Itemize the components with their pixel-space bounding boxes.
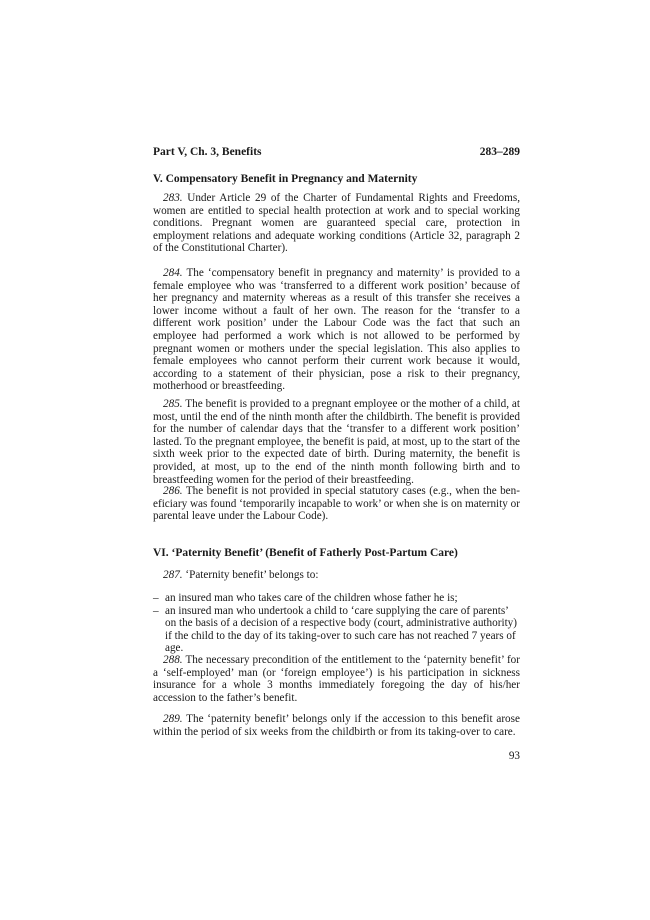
paragraph-285	[153, 398, 520, 486]
paragraph-number: 284.	[163, 267, 183, 279]
running-head-chapter: Part V, Ch. 3, Benefits	[153, 146, 262, 158]
page-number: 93	[508, 750, 520, 762]
paragraph-text: ‘Paternity benefit’ belongs to:	[185, 569, 319, 581]
paragraph-text: The benefit is provided to a pregnant employee or the mother of a child, at most, until the end of the ninth month after the childbirth. The benefit is provided for the number of calendar days that the ‘transfer to a different work position’ lasted. To the pregnant employee, the benefit is paid, at most, up to the start of the sixth week prior to the expected date of birth. During maternity, the benefit is provided, at most, up to the end of the ninth month following birth and to breastfeeding women for the period of their breastfeeding.	[153, 398, 520, 486]
paragraph-289	[153, 713, 520, 738]
paragraph-287	[153, 569, 520, 582]
paragraph-number: 289.	[163, 713, 183, 725]
paragraph-text: The ‘paternity benefit’ belongs only if the accession to this benefit arose within the period of six weeks from the childbirth or from its taking-over to care.	[153, 713, 520, 738]
paragraph-text: The benefit is not provided in special statutory cases (e.g., when the beneficiary was found ‘temporarily incapable to work’ or when she is on maternity or parental leave under the Labour Code).	[153, 485, 520, 523]
section-heading-v: V. Compensatory Benefit in Pregnancy and Maternity	[153, 173, 418, 185]
list-dash: –	[153, 592, 159, 604]
paragraph-text: The necessary precondition of the entitlement to the ‘paternity benefit’ for a ‘self-employed’ man (or ‘foreign employee’) is his participation in sickness insurance for a whole 3 months immediately foregoing the day of his/her accession to the father’s benefit.	[153, 654, 520, 704]
paragraph-number: 288.	[163, 654, 183, 666]
list-item-text: an insured man who undertook a child to ‘care supplying the care of parents’ on the basis of a decision of a respective body (court, administrative authority) if the child to the day of its taking-over to such care has not reached 7 years of age.	[165, 604, 517, 655]
paragraph-284	[153, 267, 520, 393]
paragraph-286	[153, 485, 520, 523]
paragraph-number: 287.	[163, 569, 183, 581]
paragraph-283	[153, 192, 520, 255]
running-head-paragraph-range: 283–289	[479, 146, 520, 158]
paragraph-number: 286.	[163, 485, 183, 497]
paragraph-288	[153, 654, 520, 704]
paragraph-text: Under Article 29 of the Charter of Fundamental Rights and Freedoms, women are entitled to special health protection at work and to special working conditions. Pregnant women are guaranteed special care, protection in employment relations and adequate working conditions (Article 32, paragraph 2 of the Constitutional Charter).	[153, 192, 520, 255]
paragraph-text: The ‘compensatory benefit in pregnancy and maternity’ is provided to a female employee who was ‘transferred to a different work position’ because of her pregnancy and maternity whereas as a result of this transfer she receives a lower income without a fault of her own. The reason for the ‘transfer to a different work position’ under the Labour Code was the fact that such an employee had performed a work which is not allowed to be performed by pregnant women or mothers under the special legislation. This also applies to female employees who cannot perform their current work because it would, according to a statement of their physician, pose a risk to their pregnancy, motherhood or breastfeeding.	[153, 267, 520, 393]
running-head	[153, 145, 520, 159]
list-item	[153, 605, 520, 655]
paragraph-number: 285.	[163, 398, 183, 410]
paternity-benefit-list	[153, 592, 520, 655]
list-dash: –	[153, 604, 159, 617]
list-item	[153, 592, 520, 605]
list-item-text: an insured man who takes care of the children whose father he is;	[165, 592, 458, 604]
paragraph-number: 283.	[163, 192, 183, 204]
section-heading-vi: VI. ‘Paternity Benefit’ (Benefit of Fatherly Post-Partum Care)	[153, 547, 458, 559]
